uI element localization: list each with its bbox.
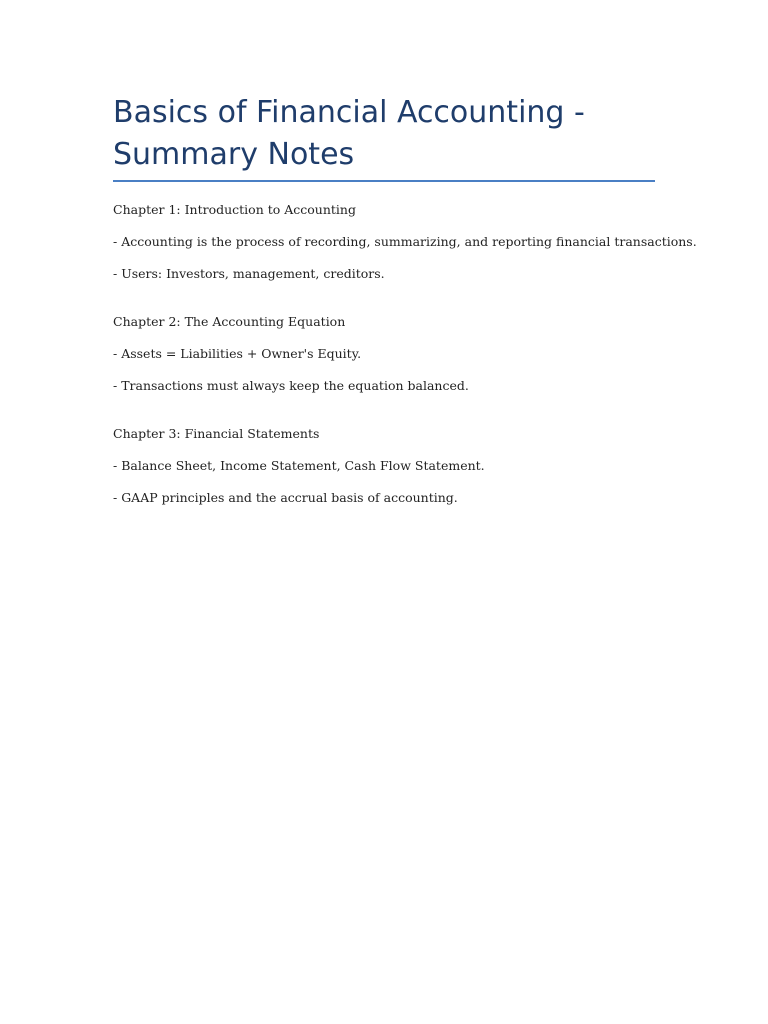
chapter-3-heading: Chapter 3: Financial Statements	[113, 426, 320, 441]
chapter-3-section	[113, 426, 655, 506]
chapter-1-section	[113, 202, 697, 282]
chapter-2-section	[113, 314, 655, 394]
document-page	[113, 92, 697, 538]
title-underline	[113, 180, 655, 182]
chapter-2-line-1: - Assets = Liabilities + Owner's Equity.	[113, 346, 362, 361]
chapter-1-line-1: - Accounting is the process of recording, summarizing, and reporting financial transactions.	[113, 234, 697, 249]
chapter-3-line-2: - GAAP principles and the accrual basis of accounting.	[113, 490, 458, 505]
document-title: Basics of Financial Accounting - Summary Notes	[113, 95, 585, 172]
chapter-2-line-2: - Transactions must always keep the equation balanced.	[113, 378, 469, 393]
chapter-1-line-2: - Users: Investors, management, creditors.	[113, 266, 385, 281]
chapter-3-line-1: - Balance Sheet, Income Statement, Cash Flow Statement.	[113, 458, 485, 473]
chapter-1-heading: Chapter 1: Introduction to Accounting	[113, 202, 356, 217]
chapter-2-heading: Chapter 2: The Accounting Equation	[113, 314, 346, 329]
